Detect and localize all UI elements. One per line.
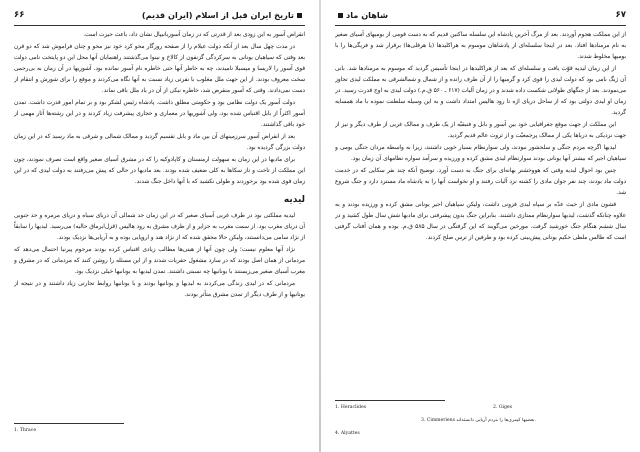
left-header-rule	[14, 25, 305, 26]
left-paragraph-4: بعد از انقراض آسور سرزمینهای آن بین ماد و بابل تقسیم گردید و ممالک شمالی و شرقی به ماد رسید که در این زمان دولت بزرگی گردیده بود.	[14, 134, 305, 151]
right-running-title-text: شاهان ماد	[346, 10, 389, 20]
right-paragraph-6: قشون مادی از حیث عدّه بر سپاه لیدی فزونی داشت، ولیکن سپاهیان اجیر یونانی مشق کرده و ورزیده بودند و به علاوه چنانکه گذشت، لیدیها سوارنظام ممتازی داشتند. بنابراین جنگ بدون پیشرفتی برای مادیها شش سال طول کشید و در سال ششم هنگام جنگ خورشید گرفت. مورخین می‌گویند که این گرفتگی در سال ۵۸۵ ق.م. بوده و همان آفتاب گرفتی است که طالس ملطی حکیم یونانی پیش‌بینی کرده بود و طرفین از ترس صلح کردند.	[335, 202, 626, 241]
left-footnote-rule	[14, 423, 124, 424]
left-running-title	[142, 10, 305, 20]
left-paragraph-1: انقراض آسور به این زودی بعد از قدرتی که در زمان آسوربانیپال نشان داد، باعث حیرت است.	[83, 32, 305, 38]
right-page	[321, 0, 640, 452]
left-running-title-text: تاریخ ایران قبل از اسلام (ایران قدیم)	[141, 10, 294, 20]
left-page-header	[14, 10, 305, 24]
square-bullet-icon	[297, 13, 302, 18]
right-page-number: ۶۷	[615, 10, 626, 20]
left-page-number: ۶۶	[14, 10, 25, 20]
right-page-body	[335, 30, 626, 396]
left-footnote-1: 1. Thrace	[14, 428, 37, 433]
right-header-rule	[335, 25, 626, 26]
right-paragraph-3: این مملکت از جهت موقع جغرافیایی خود بین آسور و بابل و فنیقیّه از یک طرف و ممالک غربی از طرف دیگر و نیز از جهت نزدیکی به دریاها یکی از ممالک پرجمعیّت و از ثروت عالم قدیم گردید.	[335, 122, 626, 139]
left-paragraph-3: دولت آسور یک دولت نظامی بود و حکومتی مطلق داشت. پادشاه رئیس لشکر بود و بر تمام امور قدرت داشت. تمدن آسور اکثراً از بابل اقتباس شده بود، ولی آشوریها در معماری و حجاری پیشرفت زیاد کردند و در این رشته‌ها آثار مهمی از خود باقی گذاشتند.	[14, 100, 305, 128]
section-heading-lydia: لیدیه	[283, 195, 305, 205]
left-page-body	[14, 30, 305, 418]
right-paragraph-4: لیدیها اگرچه مردم جنگی و سلحشور نبودند، ولی سوارنظام بسیار خوبی داشتند، زیرا به واسطه مردان جنگی بومی و سپاهیان اجیر که بیشتر آنها یونانی بودند سوارنظام لیدی مشق کرده و ورزیده و سرآمد سواره نظامهای آن زمان بود.	[335, 145, 626, 162]
right-footnote-3: 3. Cimmeriens بعضیها کیمری‌ها را مردم آریایی دانسته‌اند.	[421, 418, 536, 423]
left-paragraph-2: در مدت چهل سال بعد از آنکه دولت عیلام را از صفحه روزگار محو کرد خود نیز محو و چنان فراموش شد که دو قرن بعد وقتی که سپاهیان یونانی به سرکردگی گزنفون از کالاخ و نینوا می‌گذشتند راهنمایان آنها محل این دو پایتخت نامی دولت قوی آسور را لاریسا و مپسیلا نامیدند، چه به خاطر آنها حتی خاطره نام آسور نمانده بود. آشوریها در آن زمان به بی‌رحمی سخت معروف بودند. از این جهت ملل مغلوب با نفرتی زیاد نسبت به آنها نگاه می‌کردند و موقع را برای شورش و انتقام از دست نمی‌دادند. وقتی که آسور منقرض شد، خاطره نیکی از آن در یاد ملل باقی نماند.	[14, 44, 305, 94]
right-footnote-1: 1. Heraclides	[335, 405, 367, 410]
right-running-title	[335, 10, 388, 20]
left-paragraph-8: مردمانی که در لیدی زندگی می‌کردند به لیدیها و یونانیها بودند و با یونانیها روابط تجارتی زیاد داشتند و در نتیجه از یونانیها و از طرف دیگر از تمدن مشرق متأثر بودند.	[14, 281, 305, 298]
square-bullet-icon	[338, 13, 343, 18]
left-page	[0, 0, 319, 452]
right-paragraph-1: از این مملکت هجوم آوردند. بعد از مرگ آخرین پادشاه این سلسله ساکنین قدیم که به دست قومی از بومیهای آسیای صغیر به نام مرمنادها افتاد. بعد در اینجا سلسله‌ای از پادشاهان موسوم به هراکلیدها (یا هرقلی‌ها) برقرار شد و فریگی‌ها را با بومیها مخلوط شدند.	[335, 32, 626, 60]
right-page-header	[335, 10, 626, 24]
left-paragraph-5: برای مادیها در این زمان به سهولت ارمنستان و کاپادوکیه را که در مشرق آسیای صغیر واقع است تصرف نمودند، چون این مملکت از تاخت و تاز سکاها به کلی ضعیف شده بودند. بعد مادیها در حالی که پیش می‌رفتند به دولت لیدی که در این زمان قوی شده بود برخوردند و طولی نکشید که با آنها داخل جنگ شدند.	[14, 157, 305, 185]
left-paragraph-7: نژاد آنها معلوم نیست؛ ولی چون آنها از هیتی‌ها مطالب زیادی اقتباس کرده بودند مرحوم پیرنیا احتمال می‌دهد که مردمانی از همان اصل بودند که در سارد مشغول حفریات شدند و از این مسئله را روشن کنند که مردمانی که در مشرق و مغرب آسیای صغیر می‌زیستند با یونانیها چه نسبتی داشتند. تمدن لیدیها به یونانیها خیلی نزدیک بود.	[14, 247, 305, 275]
right-footnote-rule	[335, 400, 445, 401]
right-paragraph-2: از این زمان لیدیه قوّت یافت و سلسله‌ای که بعد از هراکلیدها در اینجا تأسیس گردید که موسوم به مرمنادها شد. بانی آن ژیگ نامی بود که دولت لیدی را قوی کرد و گرمیها را از آن طرف رانده و از شمال و شمالشرقی به مملکت لیدی تجاوز می‌نمودند. بعد از جنگهای طولانی شکست داده شدند و در زمان آلیات (۶۱۷ ـ ۵۶۰ ق.م.) دولت لیدی به اوج قدرت رسید. در زمان او لیدی دولتی بود که از ساحل دریای اژه تا رود هالیس امتداد داشت و به این وسیله سلطنت نموده با ماد همسایه گردید.	[335, 66, 626, 116]
right-footnote-4: 4. Alyattes	[335, 431, 360, 436]
right-paragraph-5: چنین بود احوال لیدیه وقتی که هووخشتر بهانه‌ای برای جنگ به دست آورد. توضیح آنکه چند نفر سکایی که در خدمت دولت ماد بودند، چند نفر جوان مادی را کشته نزد آلیات رفتند و او نخواست آنها را به پادشاه ماد مسترد دارد و جنگ شروع شد.	[335, 168, 626, 196]
right-footnote-2: 2. Giges	[493, 405, 512, 410]
left-paragraph-6: لیدیه مملکتی بود در طرف غربی آسیای صغیر که در این زمان حد شمالی آن دریای سیاه و دریای مرمره و حد جنوبی آن دریای مغرب بود. از سمت مغرب به جزایر و از طرف مشرق به رود هالیس (قزل‌ایرماق حالیه) می‌رسید. لیدیها را سابقاً از نژاد سامی می‌دانستند، ولیکن حالا محقق شده که از نژاد هند و اروپایی بوده و به آریایی‌ها نزدیک بودند.	[14, 213, 305, 241]
